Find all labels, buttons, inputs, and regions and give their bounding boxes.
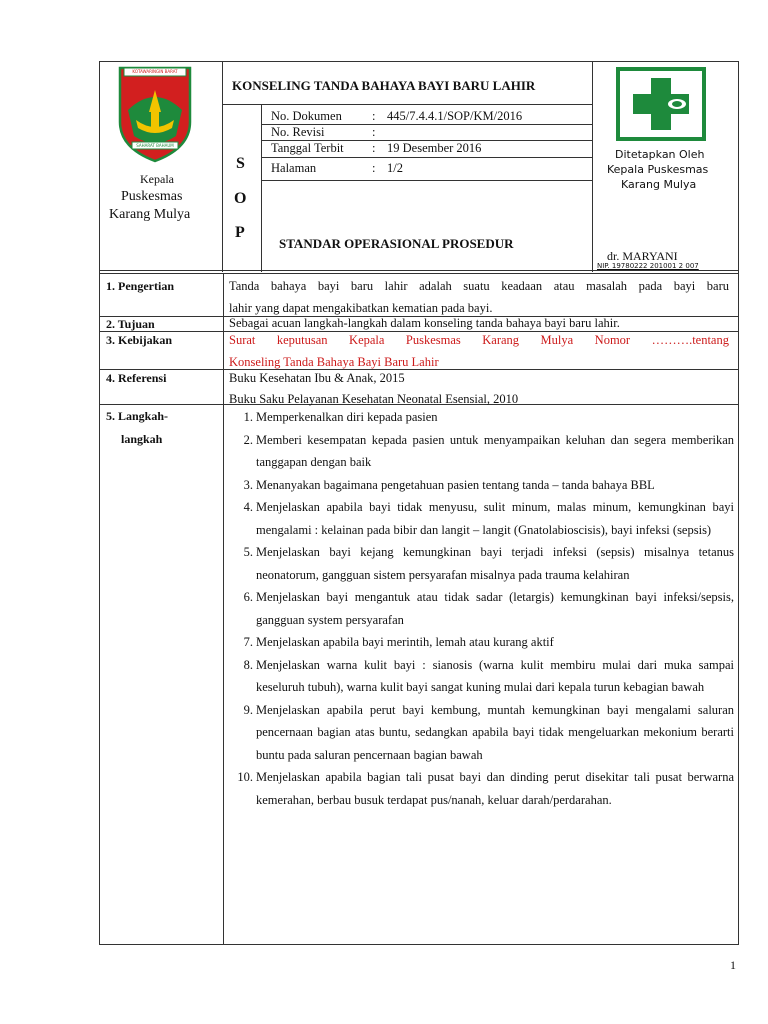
section-label-kebijakan: 3. Kebijakan [106,333,173,347]
document-title: KONSELING TANDA BAHAYA BAYI BARU LAHIR [232,78,536,93]
section-label-referensi: 4. Referensi [106,371,167,385]
standard-title: STANDAR OPERASIONAL PROSEDUR [279,236,514,251]
sop-letter-o: O [234,190,247,207]
step-text: Menjelaskan bayi kejang kemungkinan bayi terjadi infeksi (sepsis) misalnya tetanus neonatorum, gangguan sistem persyarafan misalnya pada trauma kelahiran [256,545,734,582]
logo-banner-text: KOTAWARINGIN BARAT [132,69,178,74]
step-number: 7. [243,635,253,649]
step-text: Menjelaskan warna kulit bayi : sianosis (warna kulit membiru mulai dari muka sampai keseluruh tubuh), warna kulit bayi sangat kuning mulai dari kepala turun kebagian bawah [256,657,734,694]
page-number: 1 [730,958,736,972]
step-item [229,586,734,631]
meta-value-halaman: 1/2 [387,161,403,175]
step-text: Menjelaskan apabila bagian tali pusat bayi dan dinding perut disekitar tali pusat berwarna kemerahan, berbau busuk terdapat pus/nanah, keluar darah/perdarahan. [256,770,734,807]
referensi-line-2: Buku Saku Pelayanan Kesehatan Neonatal Esensial, 2010 [229,392,519,406]
meta-label-no-revisi: No. Revisi [271,125,325,139]
approved-by-place: Karang Mulya [621,178,697,191]
section-label-langkah-cont: langkah [121,432,163,446]
sop-letter-p: P [235,224,245,241]
signer-nip: NIP. 19780222 201001 2 007 [597,262,699,270]
step-text: Menjelaskan apabila bayi merintih, lemah atau kurang aktif [256,635,554,649]
step-item [229,766,734,811]
left-title-puskesmas: Puskesmas [121,189,183,204]
step-number: 9. [243,702,253,717]
step-item [229,429,734,474]
step-number: 2. [243,432,253,447]
tujuan-text: Sebagai acuan langkah-langkah dalam konseling tanda bahaya bayi baru lahir. [229,316,620,330]
step-number: 5. [243,545,253,559]
section-label-langkah: 5. Langkah- [106,409,169,423]
regency-crest-logo [114,64,196,164]
step-text: Menanyakan bagaimana pengetahuan pasien tentang tanda – tanda bahaya BBL [256,477,655,492]
step-item [229,496,734,541]
step-number: 3. [243,477,253,492]
step-item [229,406,734,429]
step-text: Menjelaskan bayi mengantuk atau tidak sadar (letargis) kemungkinan bayi infeksi/sepsis, gangguan system persyarafan [256,590,734,627]
step-number: 4. [243,500,253,514]
meta-label-no-dokumen: No. Dokumen [271,109,342,123]
step-item [229,474,734,497]
section-label-pengertian: 1. Pengertian [106,279,174,293]
meta-sep: : [372,109,376,123]
step-text: Memberi kesempatan kepada pasien untuk menyampaikan keluhan dan segera memberikan tanggapan dengan baik [256,432,734,469]
step-item [229,654,734,699]
step-item [229,699,734,767]
logo-motto-text: SAHARAT BAHAUM [136,143,174,148]
puskesmas-logo [615,66,707,142]
kebijakan-line-2: Konseling Tanda Bahaya Bayi Baru Lahir [229,355,439,369]
step-text: Menjelaskan apabila perut bayi kembung, muntah kemungkinan bayi mengalami saluran pencernaan bagian atas buntu, sedangkan apabila bayi tidak mengeluarkan mekonium berarti buntu pada saluran pencernaan bagian bawah [256,702,734,762]
meta-label-halaman: Halaman [271,161,317,175]
left-title-karang-mulya: Karang Mulya [109,207,191,222]
step-text: Menjelaskan apabila bayi tidak menyusu, sulit minum, malas minum, kemungkinan bayi mengalami : kelainan pada bibir dan langit – langit (Gnatolabioscisis), bayi infeksi (sepsis) [256,500,734,537]
step-text: Memperkenalkan diri kepada pasien [256,410,438,424]
step-number: 8. [243,657,253,672]
meta-value-tanggal-terbit: 19 Desember 2016 [387,141,482,155]
signer-name: dr. MARYANI [607,249,678,263]
step-number: 1. [243,410,253,424]
meta-value-no-dokumen: 445/7.4.4.1/SOP/KM/2016 [387,109,523,123]
left-title-kepala: Kepala [140,172,174,186]
steps-list [229,406,734,811]
pengertian-line-2: lahir yang dapat mengakibatkan kematian pada bayi. [229,301,493,315]
step-number: 6. [243,590,253,604]
step-item [229,631,734,654]
approved-by-position: Kepala Puskesmas [607,163,709,176]
step-number: 10. [237,770,253,784]
meta-sep: : [372,161,376,175]
kebijakan-line-1: Surat keputusan Kepala Puskesmas Karang Mulya Nomor ……….tentang [229,333,729,347]
sop-letter-s: S [236,155,245,172]
meta-label-tanggal-terbit: Tanggal Terbit [271,141,344,155]
meta-sep: : [372,125,376,139]
meta-sep: : [372,141,376,155]
step-item [229,541,734,586]
referensi-line-1: Buku Kesehatan Ibu & Anak, 2015 [229,371,405,385]
pengertian-line-1: Tanda bahaya bayi baru lahir adalah suatu keadaan atau masalah pada bayi baru [229,279,729,293]
section-label-tujuan: 2. Tujuan [106,317,155,331]
approved-by-label: Ditetapkan Oleh [615,148,705,161]
